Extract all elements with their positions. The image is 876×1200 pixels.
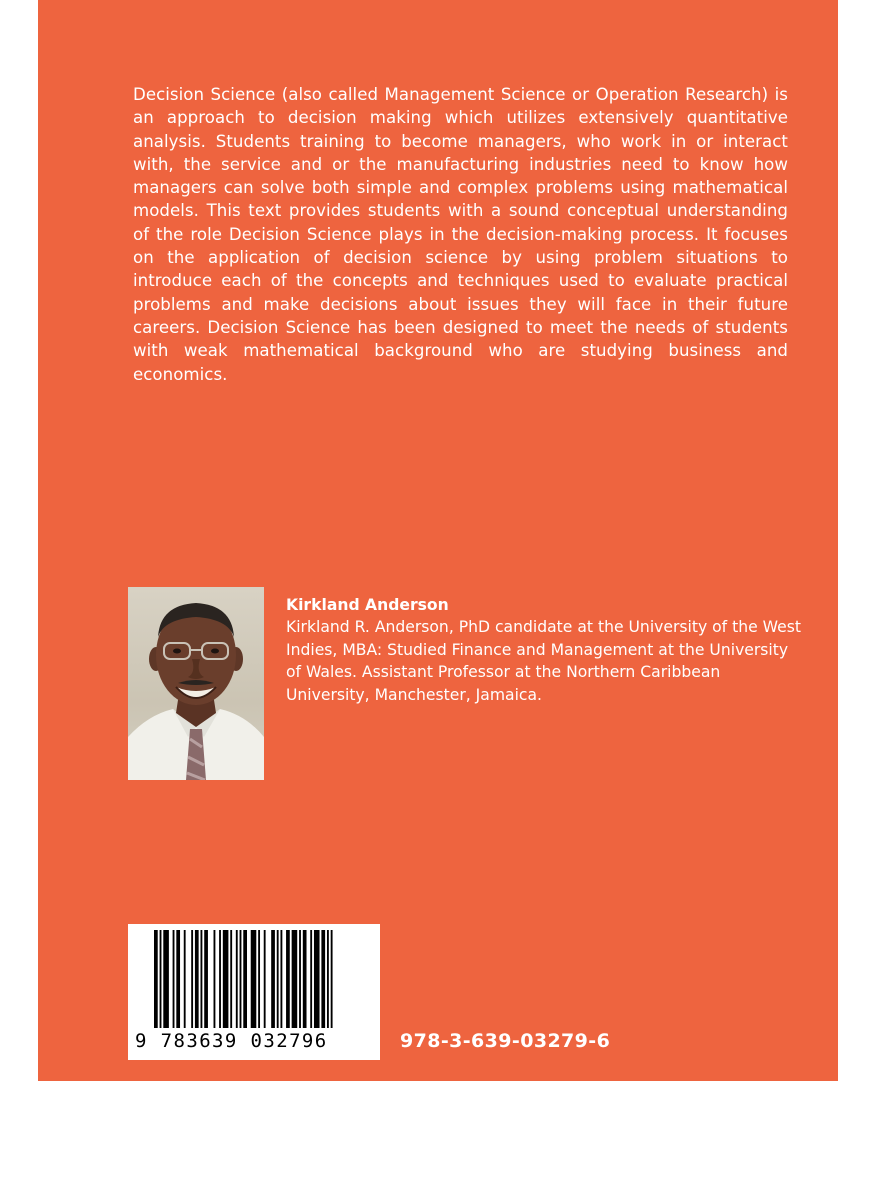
barcode-bars bbox=[128, 924, 380, 1034]
barcode-bar bbox=[173, 930, 175, 1028]
barcode-bar bbox=[310, 930, 312, 1028]
barcode-bar bbox=[240, 930, 242, 1028]
barcode-bar bbox=[191, 930, 193, 1028]
barcode-digits: 9 783639 032796 bbox=[135, 1030, 328, 1052]
barcode-bar bbox=[277, 930, 279, 1028]
barcode-bar bbox=[154, 930, 158, 1028]
barcode-bar bbox=[236, 930, 238, 1028]
barcode-bar bbox=[331, 930, 333, 1028]
barcode-bar bbox=[160, 930, 162, 1028]
isbn-number: 978-3-639-03279-6 bbox=[400, 1030, 611, 1052]
barcode-bar bbox=[327, 930, 329, 1028]
barcode-bar bbox=[214, 930, 216, 1028]
barcode-bar bbox=[243, 930, 247, 1028]
barcode-bar bbox=[292, 930, 298, 1028]
barcode-bar bbox=[321, 930, 325, 1028]
author-portrait-illustration bbox=[128, 587, 264, 780]
barcode-bar bbox=[286, 930, 290, 1028]
author-bio: Kirkland R. Anderson, PhD candidate at the University of the West Indies, MBA: Studied Finance and Management at the University of Wales. Assistant Professor at the Northern Caribbean University, Manchester, Jamaica. bbox=[286, 618, 802, 704]
barcode-bar bbox=[219, 930, 221, 1028]
barcode-bar bbox=[314, 930, 320, 1028]
barcode-bar bbox=[299, 930, 301, 1028]
barcode-bar bbox=[230, 930, 232, 1028]
barcode-bar bbox=[264, 930, 266, 1028]
barcode-bar bbox=[201, 930, 203, 1028]
book-description: Decision Science (also called Management Science or Operation Research) is an approach to decision making which utilizes extensively quantitative analysis. Students training to become managers, who work in or interact with, the service and or the manufacturing industries need to know how managers can solve both simple and complex problems using mathematical models. This text provides students with a sound conceptual understanding of the role Decision Science plays in the decision-making process. It focuses on the application of decision science by using problem situations to introduce each of the concepts and techniques used to evaluate practical problems and make decisions about issues they will face in their future careers. Decision Science has been designed to meet the needs of students with weak mathematical background who are studying business and economics. bbox=[133, 85, 788, 384]
barcode-bar bbox=[258, 930, 260, 1028]
back-cover bbox=[38, 0, 838, 1081]
author-name: Kirkland Anderson bbox=[286, 596, 449, 614]
barcode-bar bbox=[303, 930, 307, 1028]
barcode-bar bbox=[184, 930, 186, 1028]
barcode-bar bbox=[176, 930, 180, 1028]
barcode-bar bbox=[251, 930, 257, 1028]
barcode-bar bbox=[271, 930, 275, 1028]
barcode-bar bbox=[163, 930, 169, 1028]
barcode-bar bbox=[204, 930, 208, 1028]
barcode-bar bbox=[195, 930, 199, 1028]
barcode bbox=[128, 924, 380, 1060]
barcode-bar bbox=[223, 930, 229, 1028]
barcode-bar bbox=[280, 930, 282, 1028]
author-photo bbox=[128, 587, 264, 780]
